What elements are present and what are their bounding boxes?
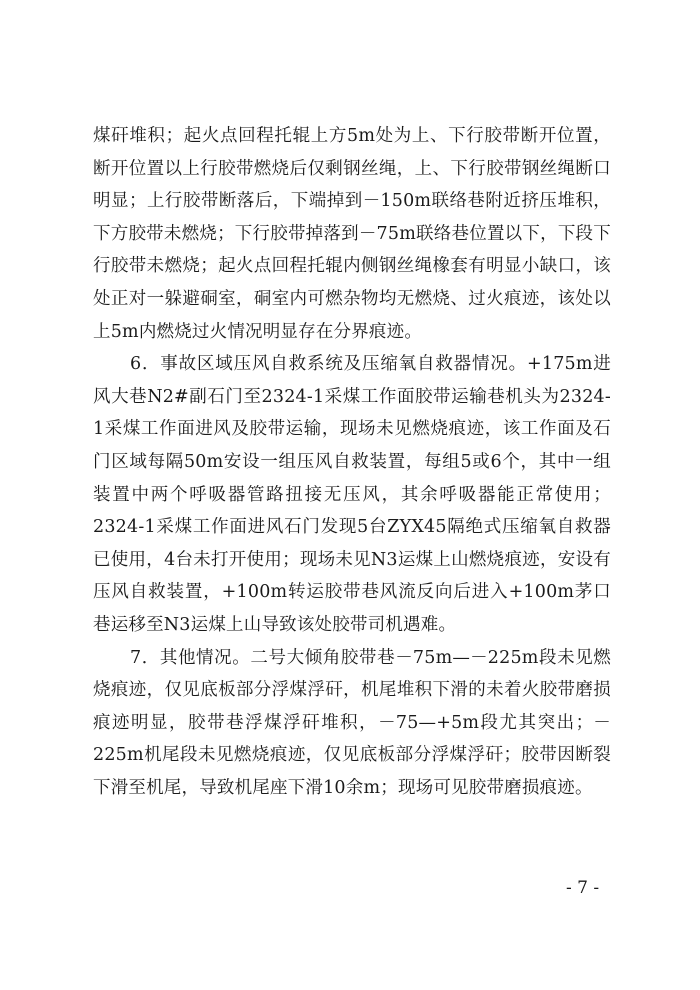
paragraph-section-6: 6．事故区域压风自救系统及压缩氧自救器情况。+175m进风大巷N2#副石门至2324-1采煤工作面胶带运输巷机头为2324-1采煤工作面进风及胶带运输，现场未见燃烧痕迹，该工作面及石门区域每隔50m安设一组压风自救装置，每组5或6个，其中一组装置中两个呼吸器管路扭接无压风，其余呼吸器能正常使用；2324-1采煤工作面进风石门发现5台ZYX45隔绝式压缩氧自救器已使用，4台未打开使用；现场未见N3运煤上山燃烧痕迹，安设有压风自救装置，+100m转运胶带巷风流反向后进入+100m茅口巷运移至N3运煤上山导致该处胶带司机遇难。 — [93, 354, 611, 635]
document-body — [93, 120, 611, 804]
paragraph-continuation: 煤矸堆积；起火点回程托辊上方5m处为上、下行胶带断开位置，断开位置以上行胶带燃烧后仅剩钢丝绳，上、下行胶带钢丝绳断口明显；上行胶带断落后，下端掉到－150m联络巷附近挤压堆积，下方胶带未燃烧；下行胶带掉落到－75m联络巷位置以下，下段下行胶带未燃烧；起火点回程托辊内侧钢丝绳橡套有明显小缺口，该处正对一躲避硐室，硐室内可燃杂物均无燃烧、过火痕迹，该处以上5m内燃烧过火情况明显存在分界痕迹。 — [93, 126, 611, 342]
page-number: - 7 - — [566, 878, 600, 898]
paragraph-section-7: 7．其他情况。二号大倾角胶带巷－75m—－225m段未见燃烧痕迹，仅见底板部分浮煤浮矸，机尾堆积下滑的未着火胶带磨损痕迹明显，胶带巷浮煤浮矸堆积，－75—+5m段尤其突出；－225m机尾段未见燃烧痕迹，仅见底板部分浮煤浮矸；胶带因断裂下滑至机尾，导致机尾座下滑10余m；现场可见胶带磨损痕迹。 — [93, 647, 611, 798]
